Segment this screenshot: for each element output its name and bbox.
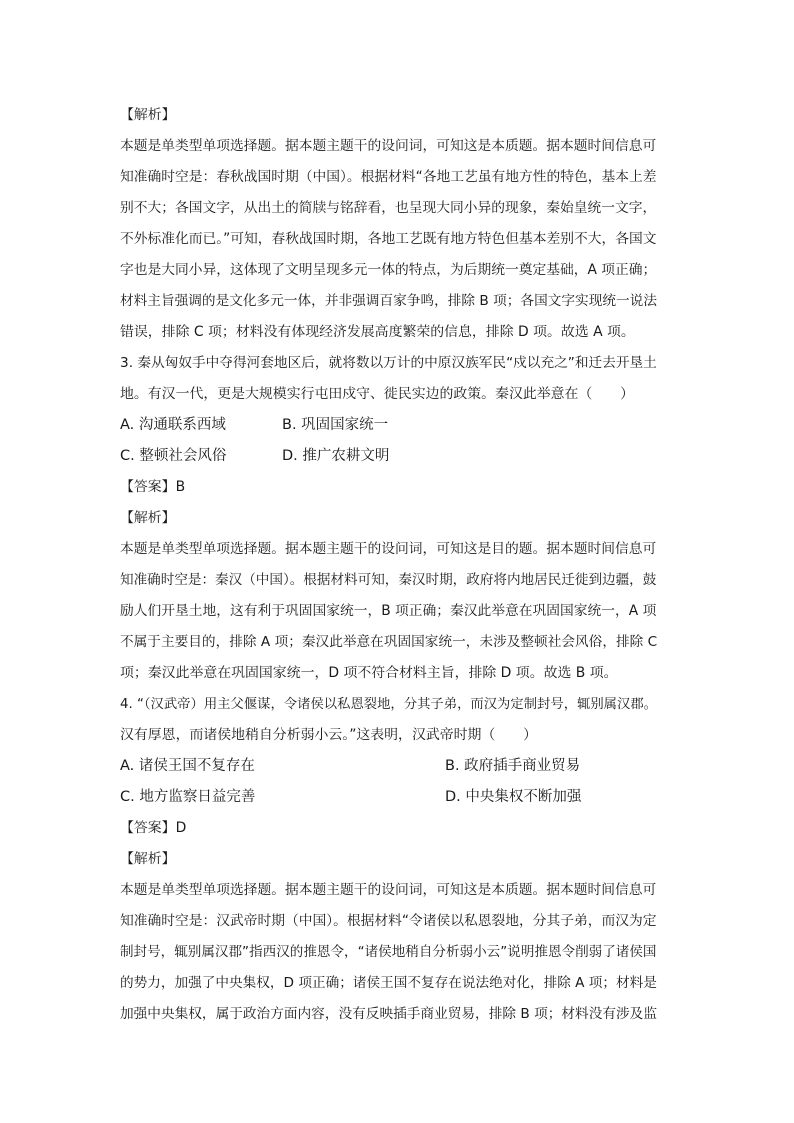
text-line: 本题是单类型单项选择题。据本题主题干的设问词，可知这是本质题。据本题时间信息可 <box>120 882 657 898</box>
text-line: 汉有厚恩，而诸侯地稍自分析弱小云。”这表明，汉武帝时期（ ） <box>120 727 537 743</box>
option-row <box>120 782 680 813</box>
option-row <box>120 441 680 472</box>
text-line: 【解析】 <box>120 851 176 867</box>
answer-option: A. 诸侯王国不复存在 <box>120 758 255 774</box>
answer-option: C. 整顿社会风俗 <box>120 448 227 464</box>
answer-option: D. 推广农耕文明 <box>282 448 390 464</box>
answer-option: B. 巩固国家统一 <box>282 417 389 433</box>
text-line: 不属于主要目的，排除 A 项；秦汉此举意在巩固国家统一，未涉及整顿社会风俗，排除 C <box>120 634 658 650</box>
text-line: 4. “（汉武帝）用主父偃谋，令诸侯以私恩裂地，分其子弟，而汉为定制封号，辄别属汉郡。 <box>120 697 657 712</box>
answer-option: B. 政府插手商业贸易 <box>445 758 581 774</box>
text-line: 励人们开垦土地，这有利于巩固国家统一，B 项正确；秦汉此举意在巩固国家统一，A 项 <box>120 603 657 619</box>
text-line: 制封号，辄别属汉郡”指西汉的推恩令，“诸侯地稍自分析弱小云”说明推恩令削弱了诸侯国 <box>120 944 657 960</box>
option-row <box>120 410 680 441</box>
answer-option: A. 沟通联系西域 <box>120 417 226 433</box>
text-line: 3. 秦从匈奴手中夺得河套地区后，就将数以万计的中原汉族军民“戍以充之”和迁去开垦土 <box>120 355 657 371</box>
text-line: 不外标准化而已。”可知，春秋战国时期，各地工艺既有地方特色但基本差别不大，各国文 <box>120 231 657 247</box>
text-line: 材料主旨强调的是文化多元一体，并非强调百家争鸣，排除 B 项；各国文字实现统一说法 <box>120 293 657 309</box>
text-line: 知准确时空是：春秋战国时期（中国）。根据材料“各地工艺虽有地方性的特色，基本上差 <box>120 169 657 185</box>
text-line: 项；秦汉此举意在巩固国家统一，D 项不符合材料主旨，排除 D 项。故选 B 项。 <box>120 665 618 681</box>
text-line: 【答案】D <box>120 820 187 836</box>
text-line: 的势力，加强了中央集权，D 项正确；诸侯王国不复存在说法绝对化，排除 A 项；材料是 <box>120 975 657 991</box>
text-line: 字也是大同小异，这体现了文明呈现多元一体的特点，为后期统一奠定基础，A 项正确； <box>120 262 657 278</box>
text-line: 知准确时空是：秦汉（中国）。根据材料可知，秦汉时期，政府将内地居民迁徙到边疆，鼓 <box>120 572 657 588</box>
text-line: 别不大；各国文字，从出土的简牍与铭辞看，也呈现大同小异的现象，秦始皇统一文字， <box>120 200 657 216</box>
option-row <box>120 751 680 782</box>
text-line: 本题是单类型单项选择题。据本题主题干的设问词，可知这是本质题。据本题时间信息可 <box>120 138 657 154</box>
text-line: 本题是单类型单项选择题。据本题主题干的设问词，可知这是目的题。据本题时间信息可 <box>120 541 657 557</box>
text-line: 知准确时空是：汉武帝时期（中国）。根据材料“令诸侯以私恩裂地，分其子弟，而汉为定 <box>120 913 657 929</box>
document-page <box>120 100 680 1030</box>
text-line: 【答案】B <box>120 479 186 495</box>
text-line: 【解析】 <box>120 510 176 526</box>
text-line: 【解析】 <box>120 107 176 123</box>
text-line: 地。有汉一代，更是大规模实行屯田戍守、徙民实边的政策。秦汉此举意在（ ） <box>120 386 634 402</box>
answer-option: D. 中央集权不断加强 <box>445 789 582 805</box>
answer-option: C. 地方监察日益完善 <box>120 789 256 805</box>
text-line: 错误，排除 C 项；材料没有体现经济发展高度繁荣的信息，排除 D 项。故选 A 项。 <box>120 324 635 340</box>
text-line: 加强中央集权，属于政治方面内容，没有反映插手商业贸易，排除 B 项；材料没有涉及监 <box>120 1006 657 1022</box>
